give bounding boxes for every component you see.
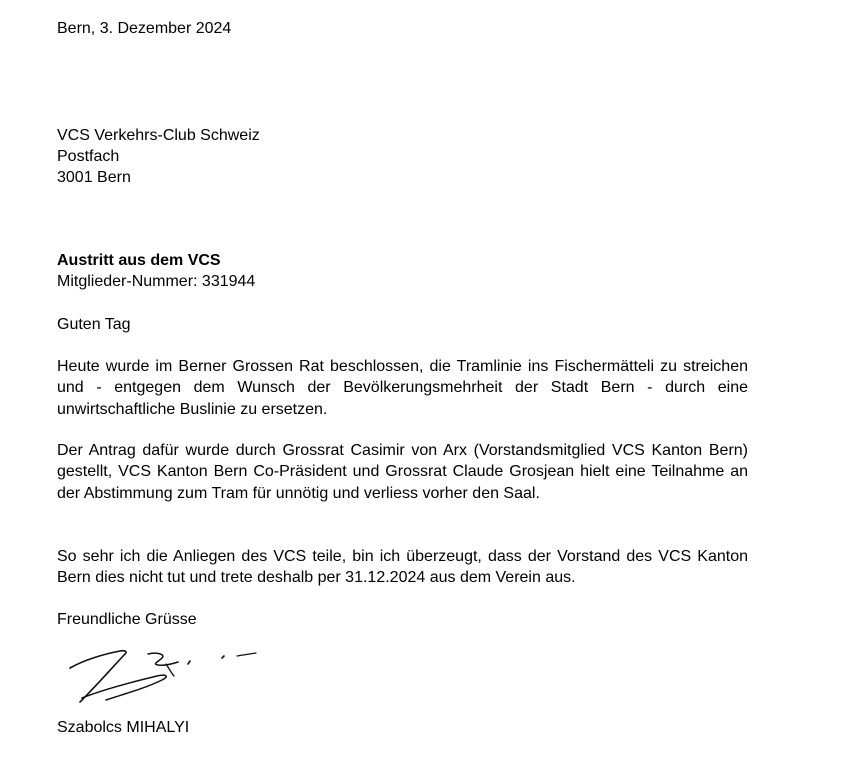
closing-line: Freundliche Grüsse (57, 611, 197, 628)
recipient-address-line: Postfach (57, 148, 120, 165)
signer-name: Szabolcs MIHALYI (57, 719, 190, 736)
body-paragraph-1: Heute wurde im Berner Grossen Rat beschlossen, die Tramlinie ins Fischermätteli zu streichen und - entgegen dem Wunsch der Bevölkerungsmehrheit der Stadt Bern - durch eine unwirtschaftliche Buslinie zu ersetzen. (57, 358, 748, 418)
handwritten-signature (62, 640, 262, 715)
subject-line: Austritt aus dem VCS (57, 252, 221, 269)
body-paragraph-2: Der Antrag dafür wurde durch Grossrat Casimir von Arx (Vorstandsmitglied VCS Kanton Bern) gestellt, VCS Kanton Bern Co-Präsident und Grossrat Claude Grosjean hielt eine Teilnahme an der Abstimmung zum Tram für unnötig und verliess vorher den Saal. (57, 442, 748, 502)
recipient-city: 3001 Bern (57, 169, 131, 186)
recipient-name: VCS Verkehrs-Club Schweiz (57, 127, 260, 144)
date-line: Bern, 3. Dezember 2024 (57, 20, 232, 37)
body-paragraph-3: So sehr ich die Anliegen des VCS teile, bin ich überzeugt, dass der Vorstand des VCS Kanton Bern dies nicht tut und trete deshalb per 31.12.2024 aus dem Verein aus. (57, 548, 748, 587)
member-number-line: Mitglieder-Nummer: 331944 (57, 273, 256, 290)
salutation: Guten Tag (57, 316, 131, 333)
